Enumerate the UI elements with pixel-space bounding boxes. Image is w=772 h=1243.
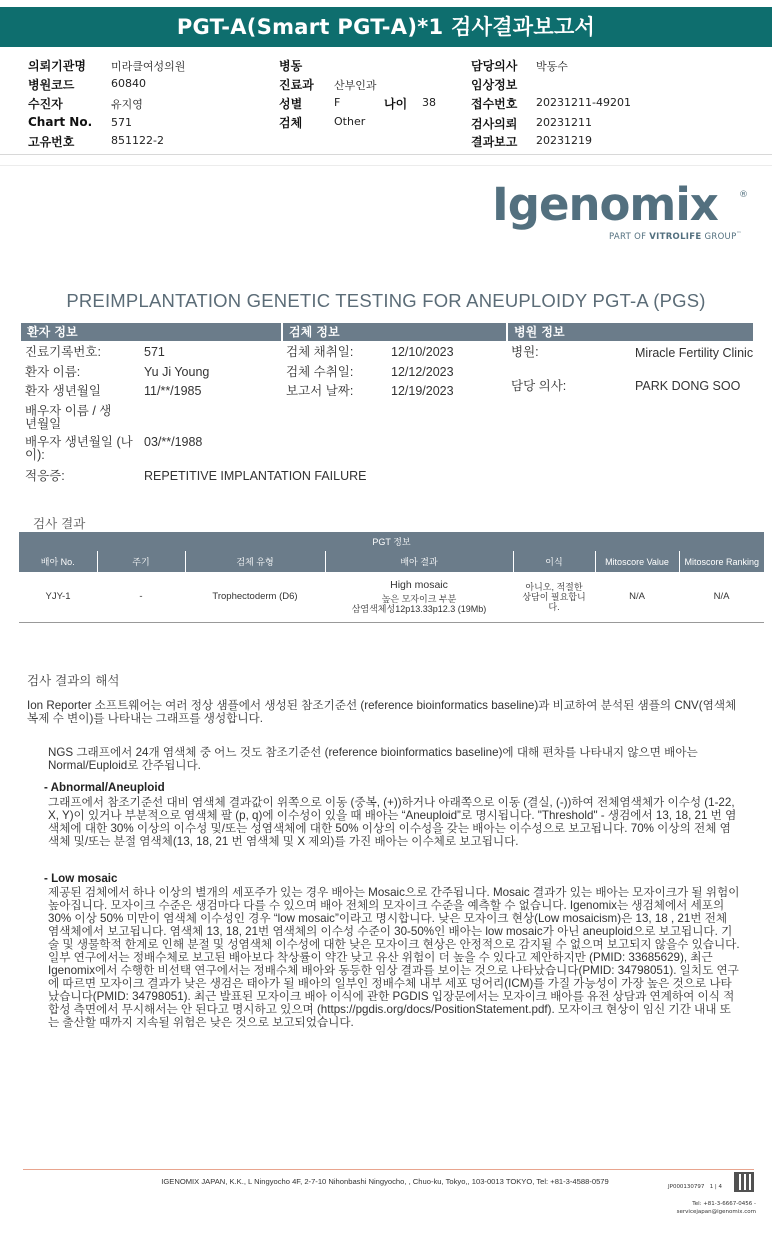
section-header-hospital: 병원 정보: [508, 323, 753, 341]
specimen-type: Trophectoderm (D6): [185, 572, 325, 622]
info-label: 보고서 날짜:: [286, 384, 354, 398]
info-value: 11/**/1985: [144, 384, 202, 398]
footer-contact: [640, 1200, 756, 1216]
tagline-suffix: GROUP: [701, 231, 737, 242]
footer-divider: [23, 1169, 754, 1170]
tagline-brand: VITROLIFE: [649, 231, 702, 242]
field-value: 20231211-49201: [536, 96, 631, 109]
igenomix-logo: Igenomix: [492, 178, 718, 231]
column-header: 이식: [513, 551, 595, 572]
pgt-table-title: PGT 정보: [19, 532, 764, 551]
info-label: 적응증:: [25, 469, 65, 483]
divider: [0, 154, 772, 155]
normal-euploid-text: NGS 그래프에서 24개 염색체 중 어느 것도 참조기준선 (reference bioinformatics baseline)에 대해 편차를 나타내지 않으면 배아는 Normal/Euploid로 간주됩니다.: [48, 746, 698, 772]
field-value: 571: [111, 116, 132, 129]
field-label: Chart No.: [28, 115, 93, 129]
info-label: 배우자 생년월일 (나이):: [25, 435, 133, 462]
results-title: 검사 결과: [33, 516, 86, 531]
field-value: 유지영: [111, 98, 143, 111]
contact-email: servicejapan@igenomix.com: [676, 1209, 756, 1215]
low-mosaic-heading: - Low mosaic: [44, 872, 118, 885]
info-value: 12/19/2023: [391, 384, 454, 398]
tagline-prefix: PART OF: [609, 231, 650, 242]
info-label: 담당 의사:: [511, 379, 567, 393]
field-label: 병동: [279, 59, 303, 73]
info-label: 병원:: [511, 345, 539, 359]
tagline-tm: ™: [736, 231, 742, 237]
field-label: 성별: [279, 97, 303, 111]
column-header: Mitoscore Ranking: [679, 551, 764, 572]
field-label: 병원코드: [28, 78, 75, 92]
info-value: Miracle Fertility Clinic: [635, 346, 754, 360]
section-header-patient: 환자 정보: [21, 323, 281, 341]
field-value: 60840: [111, 77, 146, 90]
field-value: F: [334, 96, 341, 109]
field-label: 담당의사: [471, 59, 518, 73]
field-label: 수진자: [28, 97, 63, 111]
document-title: PREIMPLANTATION GENETIC TESTING FOR ANEUPLOIDY PGT-A (PGS): [66, 290, 706, 311]
info-value: PARK DONG SOO: [635, 379, 741, 393]
info-value: 12/10/2023: [391, 345, 454, 359]
low-mosaic-text: 제공된 검체에서 하나 이상의 별개의 세포주가 있는 경우 배아는 Mosaic으로 간주됩니다. Mosaic 결과가 있는 배아는 모자이크가 될 위험이 높아집니다. 모자이크 수준은 생검마다 다를 수 있으며 배아 전체의 모자이크 수준을 예측할 수 없습니다. Igenomix는 생검체에서 세포의 30% 이상 50% 미만이 염색체 이수성인 경우 “low mosaic”이라고 명시합니다. 낮은 모자이크 현상(Low mosaicism)은 13, 18 , 21번 전체 염색체에서 보고됩니다. 염색체 13, 18, 21번 염색체의 이수성 수준이 30-50%인 배아는 low mosaic가 아닌 aneuploid으로 보고됩니다. 기술 및 생물학적 한계로 인해 분절 및 성염색체 이수성에 대한 낮은 모자이크 현상은 안정적으로 감지될 수 없으며 보고되지 않을수 있습니다. 일부 연구에서는 정배수체로 보고된 배아보다 착상률이 약간 낮고 유산 위험이 더 높을 수 있다고 제안하지만 (PMID: 33685629), 최근 Igenomix에서 수행한 비선택 연구에서는 정배수체 배아와 동등한 임상 결과를 보이는 것으로 나타났습니다(PMID: 34798051). 일치도 연구에 따르면 모자이크 결과가 낮은 생검은 태아가 될 배아의 일부인 정배수체 내부 세포 덩어리(ICM)를 가질 가능성이 가장 높은 것으로 나타났습니다(PMID: 34798051). 최근 발표된 모자이크 배아 이식에 관한 PGDIS 입장문에서는 모자이크 배아를 유전 상담과 연계하여 이식 적합성 측면에서 무시해서는 안 된다고 명시하고 있으며 (https://pgdis.org/docs/PositionStatement.pdf). 모자이크 현상이 임신 기간 내내 또는 출산할 때까지 지속될 위험은 낮은 것으로 보고되었습니다.: [48, 886, 740, 1029]
info-value: 03/**/1988: [144, 435, 203, 449]
field-label: 검사의뢰: [471, 117, 518, 131]
info-label: 환자 생년월일: [25, 384, 101, 398]
field-value: 851122-2: [111, 134, 164, 147]
interpretation-intro: Ion Reporter 소프트웨어는 여러 정상 샘플에서 생성된 참조기준선 (reference bioinformatics baseline)과 비교하여 분석된 샘플의 CNV(염색체 복제 수 변이)를 나타내는 그래프를 생성합니다.: [27, 699, 737, 725]
pgt-results-table: [19, 532, 764, 623]
field-value: 20231211: [536, 116, 592, 129]
report-title: PGT-A(Smart PGT-A)*1 검사결과보고서: [0, 7, 772, 47]
mitoscore-ranking: N/A: [679, 572, 764, 622]
field-label: 의뢰기관명: [28, 59, 86, 73]
page-number: 1 | 4: [709, 1184, 723, 1190]
field-value: 미라클여성의원: [111, 60, 186, 73]
field-label: 임상정보: [471, 78, 518, 92]
info-value: Yu Ji Young: [144, 365, 210, 379]
embryo-number: YJY-1: [19, 572, 97, 622]
registered-mark: ®: [739, 190, 748, 200]
info-label: 배우자 이름 / 생년월일: [25, 404, 112, 431]
result-line: 삼염색체성12p13.33p12.3 (19Mb): [351, 604, 487, 615]
info-value: 571: [144, 345, 165, 359]
abnormal-text: 그래프에서 참조기준선 대비 염색체 결과값이 위쪽으로 이동 (중복, (+))하거나 아래쪽으로 이동 (결실, (-))하여 전체염색체가 이수성 (1-22, X, Y)이 있거나 부분적으로 염색체 팔 (p, q)에 이수성이 있을 때 배아는 “Aneuploid”로 명시됩니다. "Threshold" - 생검에서 13, 18, 21 번 염색체에 대한 30% 이상의 이수성 및/또는 성염색체에 대한 50% 이상의 이수성을 갖는 배아는 이수성으로 보고됩니다. 70% 이상의 전체 염색체 및/또는 분절 염색체(13, 18, 21 번 염색체 및 X 제외)를 가진 배아는 이수체로 보고됩니다.: [48, 796, 737, 848]
transfer-recommendation: 아니오, 적절한 상담이 필요합니다.: [513, 572, 595, 622]
field-label: 진료과: [279, 78, 314, 92]
logo-tagline: [609, 231, 742, 242]
result-line: 높은 모자이크 부분: [381, 594, 457, 605]
field-value: Other: [334, 115, 366, 128]
footer-address: IGENOMIX JAPAN, K.K., L Ningyocho 4F, 2-7-10 Nihonbashi Ningyocho, , Chuo-ku, Tokyo,, 103-0013 TOKYO, Tel: +81-3-4588-0579: [161, 1177, 609, 1186]
info-value: REPETITIVE IMPLANTATION FAILURE: [144, 469, 367, 483]
field-label: 검체: [279, 116, 303, 130]
column-header: 배아 No.: [19, 551, 97, 572]
field-value: 38: [422, 96, 436, 109]
qr-code-icon: [734, 1172, 754, 1192]
table-row: [19, 572, 764, 622]
field-value: 20231219: [536, 134, 592, 147]
field-label: 나이: [384, 97, 408, 111]
column-header: 배아 결과: [325, 551, 513, 572]
info-label: 검체 수취일:: [286, 365, 354, 379]
info-label: 환자 이름:: [25, 365, 81, 379]
abnormal-heading: - Abnormal/Aneuploid: [44, 781, 165, 794]
field-label: 결과보고: [471, 135, 518, 149]
info-label: 진료기록번호:: [25, 345, 101, 359]
column-header: 검체 유형: [185, 551, 325, 572]
column-header: 주기: [97, 551, 185, 572]
field-label: 접수번호: [471, 97, 518, 111]
result-line: High mosaic: [390, 579, 448, 592]
field-label: 고유번호: [28, 135, 75, 149]
embryo-result: [325, 572, 513, 622]
doc-code: JP000130797: [668, 1184, 705, 1190]
divider: [0, 165, 772, 166]
column-header: Mitoscore Value: [595, 551, 679, 572]
info-value: 12/12/2023: [391, 365, 454, 379]
section-header-specimen: 검체 정보: [283, 323, 506, 341]
field-value: 박동수: [536, 60, 568, 73]
document-code: [668, 1184, 722, 1190]
contact-phone: Tel: +81-3-6667-0456 -: [692, 1201, 756, 1207]
field-value: 산부인과: [334, 79, 377, 92]
info-label: 검체 채취일:: [286, 345, 354, 359]
mitoscore-value: N/A: [595, 572, 679, 622]
cycle: -: [97, 572, 185, 622]
interpretation-title: 검사 결과의 해석: [27, 673, 120, 688]
